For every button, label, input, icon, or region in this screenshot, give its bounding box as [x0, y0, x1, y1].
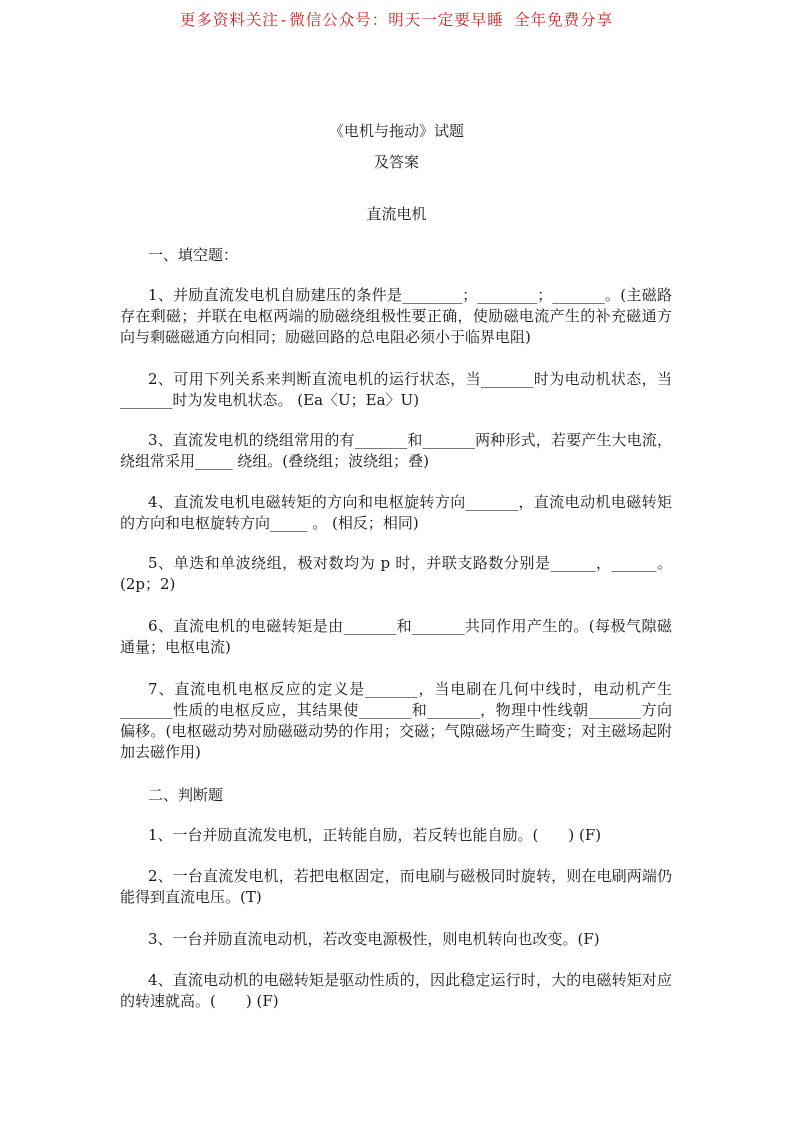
judge-question-2: 2、一台直流发电机，若把电枢固定，而电刷与磁极同时旋转，则在电刷两端仍能得到直流电压。(T)	[120, 867, 672, 906]
promo-banner: 更多资料关注-微信公众号：明天一定要早睡 全年免费分享	[179, 11, 614, 29]
fill-question-6: 6、直流电机的电磁转矩是由_______和_______共同作用产生的。(每极气隙磁通量；电枢电流)	[120, 617, 672, 656]
judge-question-1: 1、一台并励直流发电机，正转能自励，若反转也能自励。( ) (F)	[148, 826, 602, 844]
page-title: 《电机与拖动》试题	[328, 122, 464, 140]
section-heading-fill: 一、填空题：	[148, 246, 239, 264]
judge-question-3: 3、一台并励直流电动机，若改变电源极性，则电机转向也改变。(F)	[148, 930, 600, 948]
fill-question-1: 1、并励直流发电机自励建压的条件是________；________；_______。(主磁路存在剩磁；并联在电枢两端的励磁绕组极性要正确，使励磁电流产生的补充磁通方向与剩磁磁通方向相同；励磁回路的总电阻必须小于临界电阻)	[120, 286, 672, 346]
fill-question-4: 4、直流发电机电磁转矩的方向和电枢旋转方向_______，直流电动机电磁转矩的方向和电枢旋转方向_____ 。 (相反；相同)	[120, 493, 672, 532]
fill-question-3: 3、直流发电机的绕组常用的有_______和_______两种形式，若要产生大电流，绕组常采用_____ 绕组。(叠绕组；波绕组；叠)	[120, 431, 672, 470]
fill-question-5: 5、单迭和单波绕组，极对数均为 p 时，并联支路数分别是______，______。(2p；2)	[120, 554, 672, 593]
fill-question-2: 2、可用下列关系来判断直流电机的运行状态，当_______时为电动机状态，当_______时为发电机状态。 (Ea〈U；Ea〉U)	[120, 370, 672, 409]
chapter-heading: 直流电机	[366, 205, 427, 223]
section-heading-judge: 二、判断题	[148, 786, 224, 804]
fill-question-7: 7、直流电机电枢反应的定义是_______，当电刷在几何中线时，电动机产生_______性质的电枢反应，其结果使_______和_______，物理中性线朝_______方向偏移。(电枢磁动势对励磁磁动势的作用；交磁；气隙磁场产生畸变；对主磁场起附加去磁作用)	[120, 680, 672, 761]
judge-question-4: 4、直流电动机的电磁转矩是驱动性质的，因此稳定运行时，大的电磁转矩对应的转速就高。( ) (F)	[120, 971, 672, 1010]
page-subtitle: 及答案	[373, 153, 419, 171]
